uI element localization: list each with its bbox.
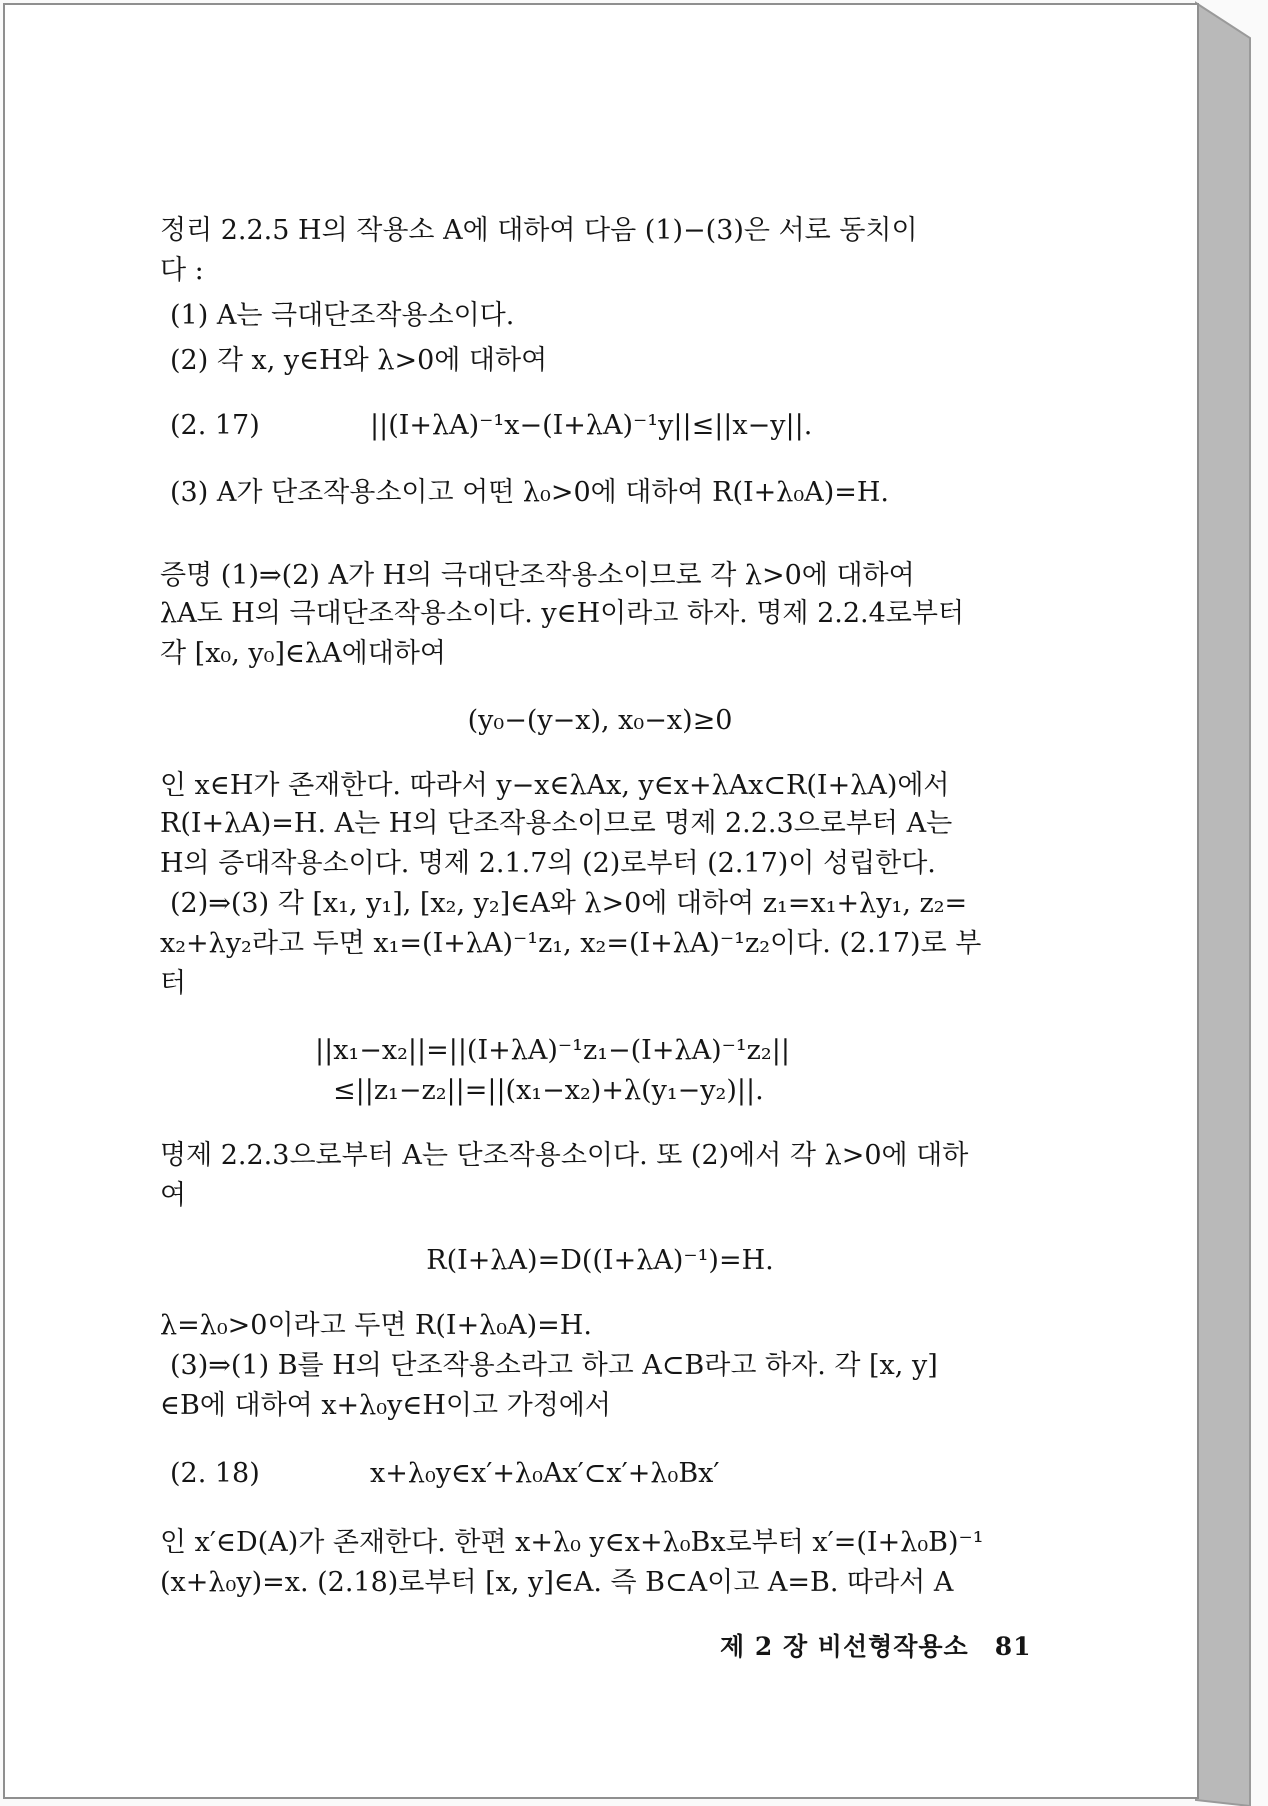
proof-line-1: 증명 (1)⇒(2) A가 H의 극대단조작용소이므로 각 λ>0에 대하여 [160, 560, 915, 591]
proof-line-7: (2)⇒(3) 각 [x₁, y₁], [x₂, y₂]∈A와 λ>0에 대하여 z₁=x₁+λy₁, z₂= [170, 888, 968, 919]
page-footer [720, 1627, 1032, 1663]
proof-line-5: R(I+λA)=H. A는 H의 단조작용소이므로 명제 2.2.3으로부터 A는 [160, 808, 953, 839]
theorem-line-2: 다 : [160, 255, 204, 286]
equation-2-18: x+λ₀y∈x′+λ₀Ax′⊂x′+λ₀Bx′ [370, 1458, 720, 1489]
proof-line-14: ∈B에 대하여 x+λ₀y∈H이고 가정에서 [160, 1390, 611, 1421]
proof-line-12: λ=λ₀>0이라고 두면 R(I+λ₀A)=H. [160, 1310, 592, 1341]
proof-line-9: 터 [160, 968, 187, 999]
proof-line-16: (x+λ₀y)=x. (2.18)로부터 [x, y]∈A. 즉 B⊂A이고 A=B. 따라서 A [160, 1567, 954, 1598]
theorem-item-1: (1) A는 극대단조작용소이다. [170, 300, 515, 331]
proof-equation-2b: ≤||z₁−z₂||=||(x₁−x₂)+λ(y₁−y₂)||. [333, 1075, 764, 1106]
proof-equation-1: (y₀−(y−x), x₀−x)≥0 [467, 705, 733, 736]
book-page [3, 3, 1199, 1799]
equation-label-2-18: (2. 18) [170, 1458, 260, 1489]
proof-line-6: H의 증대작용소이다. 명제 2.1.7의 (2)로부터 (2.17)이 성립한다. [160, 848, 936, 879]
proof-equation-3: R(I+λA)=D((I+λA)⁻¹)=H. [426, 1245, 774, 1276]
proof-line-15: 인 x′∈D(A)가 존재한다. 한편 x+λ₀ y∈x+λ₀Bx로부터 x′=(I+λ₀B)⁻¹ [160, 1527, 984, 1558]
theorem-item-2: (2) 각 x, y∈H와 λ>0에 대하여 [170, 345, 548, 376]
proof-line-2: λA도 H의 극대단조작용소이다. y∈H이라고 하자. 명제 2.2.4로부터 [160, 598, 965, 629]
page-number: 81 [994, 1632, 1032, 1661]
proof-line-10: 명제 2.2.3으로부터 A는 단조작용소이다. 또 (2)에서 각 λ>0에 대하 [160, 1140, 969, 1171]
chapter-title: 제 2 장 비선형작용소 [720, 1632, 969, 1661]
proof-line-3: 각 [x₀, y₀]∈λA에대하여 [160, 638, 446, 669]
proof-line-4: 인 x∈H가 존재한다. 따라서 y−x∈λAx, y∈x+λAx⊂R(I+λA)에서 [160, 770, 950, 801]
proof-line-8: x₂+λy₂라고 두면 x₁=(I+λA)⁻¹z₁, x₂=(I+λA)⁻¹z₂이다. (2.17)로 부 [160, 928, 982, 959]
proof-line-11: 여 [160, 1180, 187, 1211]
proof-equation-2a: ||x₁−x₂||=||(I+λA)⁻¹z₁−(I+λA)⁻¹z₂|| [315, 1035, 790, 1066]
proof-line-13: (3)⇒(1) B를 H의 단조작용소라고 하고 A⊂B라고 하자. 각 [x, y] [170, 1350, 938, 1381]
equation-2-17: ||(I+λA)⁻¹x−(I+λA)⁻¹y||≤||x−y||. [370, 410, 813, 441]
theorem-item-3: (3) A가 단조작용소이고 어떤 λ₀>0에 대하여 R(I+λ₀A)=H. [170, 477, 889, 508]
theorem-line-1: 정리 2.2.5 H의 작용소 A에 대하여 다음 (1)−(3)은 서로 동치이 [160, 215, 918, 246]
equation-label-2-17: (2. 17) [170, 410, 260, 441]
